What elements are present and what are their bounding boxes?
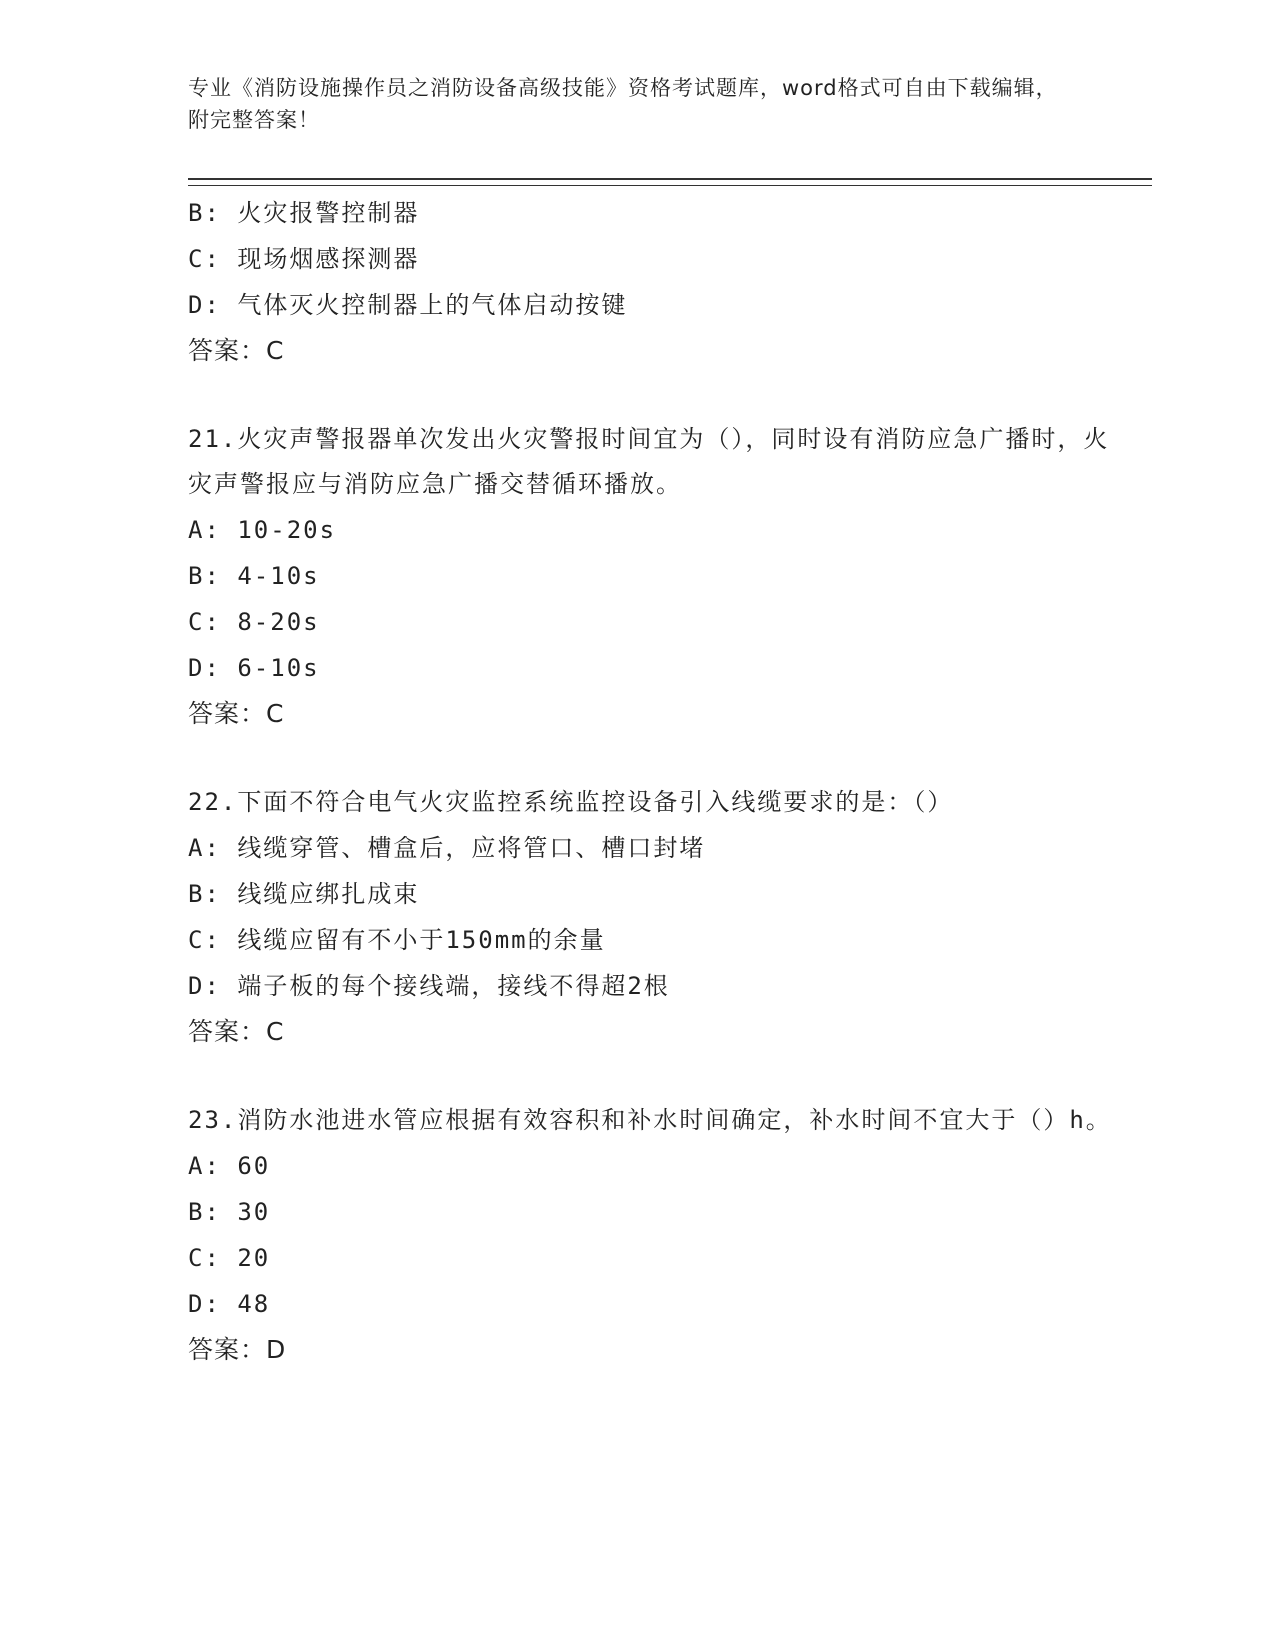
question-23 bbox=[188, 1098, 1118, 1373]
option-d: D: 6-10s bbox=[188, 654, 320, 682]
option-c: C: 现场烟感探测器 bbox=[188, 245, 420, 273]
option-c: C: 20 bbox=[188, 1244, 271, 1272]
question-content bbox=[188, 190, 1118, 1373]
option-c: C: 8-20s bbox=[188, 608, 320, 636]
continued-question bbox=[188, 190, 1118, 374]
option-b: B: 30 bbox=[188, 1198, 271, 1226]
answer: 答案：C bbox=[188, 336, 285, 365]
header-divider bbox=[188, 178, 1152, 186]
option-d: D: 气体灭火控制器上的气体启动按键 bbox=[188, 291, 628, 319]
answer: 答案：D bbox=[188, 1335, 287, 1364]
answer: 答案：C bbox=[188, 699, 285, 728]
question-22 bbox=[188, 780, 1118, 1055]
option-b: B: 4-10s bbox=[188, 562, 320, 590]
option-c: C: 线缆应留有不小于150mm的余量 bbox=[188, 926, 606, 954]
option-a: A: 10-20s bbox=[188, 516, 337, 544]
question-stem: 21.火灾声警报器单次发出火灾警报时间宜为（），同时设有消防应急广播时，火灾声警报应与消防应急广播交替循环播放。 bbox=[188, 425, 1110, 498]
spacer bbox=[188, 374, 1118, 417]
option-a: A: 60 bbox=[188, 1152, 271, 1180]
option-b: B: 火灾报警控制器 bbox=[188, 199, 420, 227]
option-a: A: 线缆穿管、槽盒后，应将管口、槽口封堵 bbox=[188, 834, 706, 862]
spacer bbox=[188, 1055, 1118, 1098]
question-stem: 22.下面不符合电气火灾监控系统监控设备引入线缆要求的是：（） bbox=[188, 788, 954, 816]
option-b: B: 线缆应绑扎成束 bbox=[188, 880, 420, 908]
answer: 答案：C bbox=[188, 1017, 285, 1046]
option-d: D: 48 bbox=[188, 1290, 271, 1318]
page-header: 专业《消防设施操作员之消防设备高级技能》资格考试题库，word格式可自由下载编辑，附完整答案！ bbox=[188, 76, 1058, 132]
question-21 bbox=[188, 417, 1118, 737]
option-d: D: 端子板的每个接线端，接线不得超2根 bbox=[188, 972, 670, 1000]
question-stem: 23.消防水池进水管应根据有效容积和补水时间确定，补水时间不宜大于（）h。 bbox=[188, 1106, 1112, 1134]
spacer bbox=[188, 737, 1118, 780]
